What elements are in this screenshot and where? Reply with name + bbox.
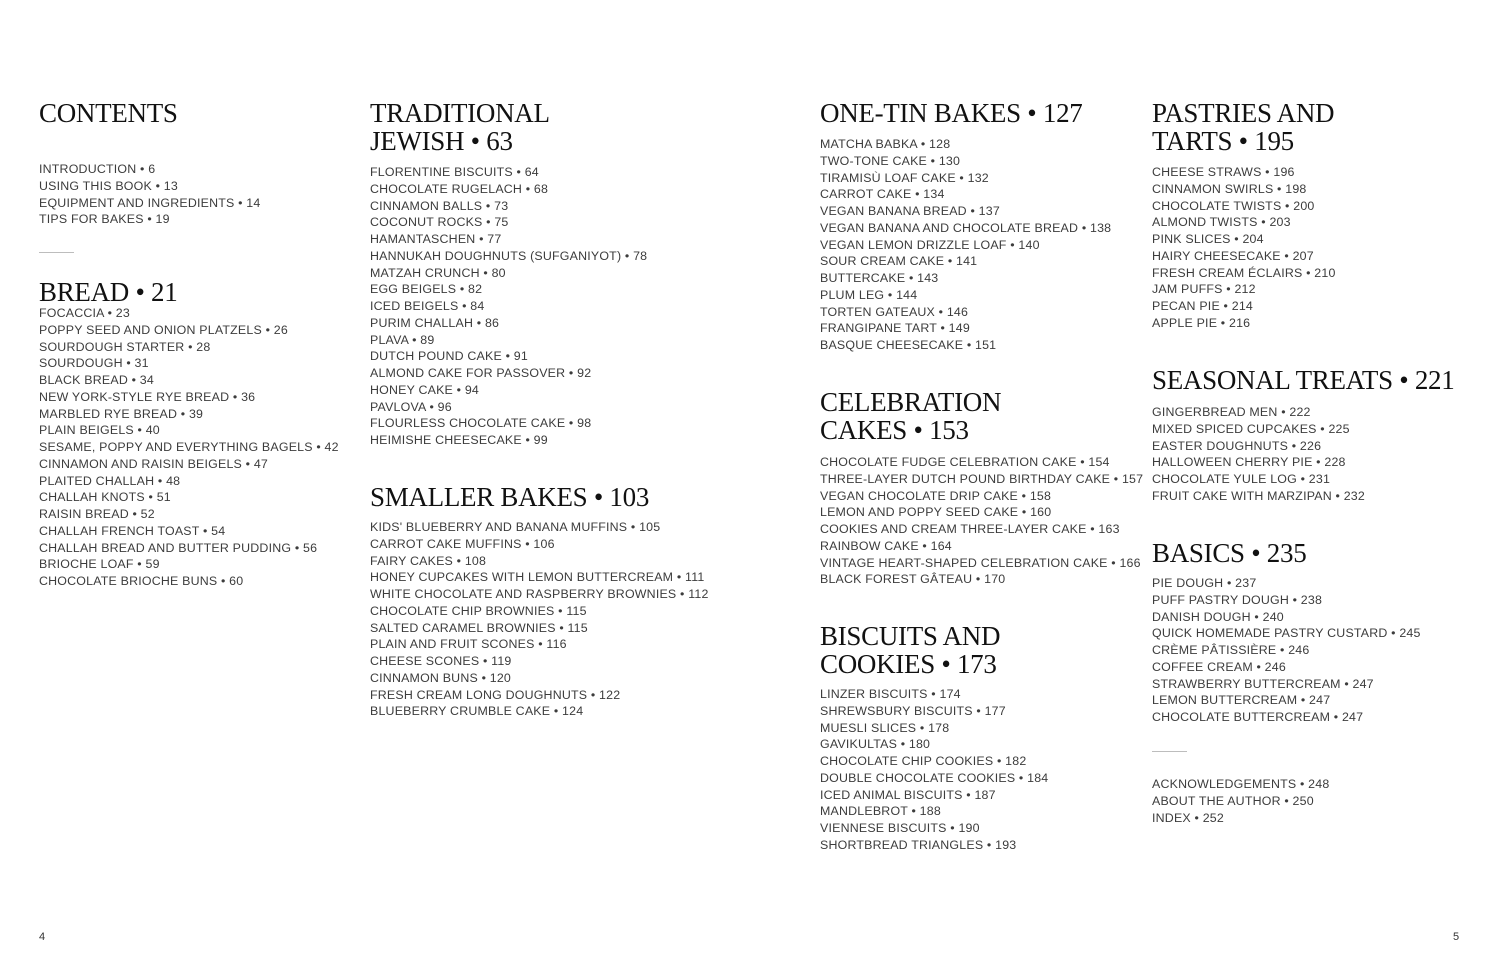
divider	[39, 252, 74, 253]
toc-entry: INDEX • 252	[1152, 810, 1224, 825]
toc-entry: HANNUKAH DOUGHNUTS (SUFGANIYOT) • 78	[370, 248, 648, 263]
toc-entry: COFFEE CREAM • 246	[1152, 659, 1286, 674]
page-number-right: 5	[1453, 931, 1460, 943]
section-title-line: CAKES • 153	[820, 415, 969, 445]
toc-entry: WHITE CHOCOLATE AND RASPBERRY BROWNIES • 112	[370, 587, 709, 601]
toc-entry: CRÈME PÂTISSIÈRE • 246	[1152, 643, 1310, 657]
toc-entry: HONEY CUPCAKES WITH LEMON BUTTERCREAM • 111	[370, 570, 705, 585]
section-title-line: TRADITIONAL	[370, 98, 550, 128]
toc-entry: ALMOND CAKE FOR PASSOVER • 92	[370, 366, 592, 380]
toc-entry: NEW YORK-STYLE RYE BREAD • 36	[39, 389, 256, 404]
toc-entry: LEMON AND POPPY SEED CAKE • 160	[820, 505, 1052, 520]
section-title-traditional-jewish	[370, 99, 550, 155]
toc-entry: DUTCH POUND CAKE • 91	[370, 349, 528, 364]
toc-entry: CHALLAH FRENCH TOAST • 54	[39, 523, 226, 538]
toc-entry: BLACK FOREST GÂTEAU • 170	[820, 572, 1006, 587]
biscuits-list	[820, 686, 1048, 854]
toc-entry: STRAWBERRY BUTTERCREAM • 247	[1152, 676, 1374, 691]
toc-entry: COOKIES AND CREAM THREE-LAYER CAKE • 163	[820, 522, 1120, 536]
toc-entry: HALLOWEEN CHERRY PIE • 228	[1152, 455, 1346, 470]
toc-entry: HAIRY CHEESECAKE • 207	[1152, 248, 1314, 263]
toc-entry: SOURDOUGH • 31	[39, 356, 149, 371]
toc-entry: QUICK HOMEMADE PASTRY CUSTARD • 245	[1152, 626, 1421, 641]
toc-entry: POPPY SEED AND ONION PLATZELS • 26	[39, 322, 288, 337]
toc-entry: FRESH CREAM ÉCLAIRS • 210	[1152, 265, 1336, 280]
toc-entry: CHOCOLATE YULE LOG • 231	[1152, 472, 1331, 486]
toc-entry: PLAVA • 89	[370, 332, 435, 347]
toc-entry: USING THIS BOOK • 13	[39, 178, 178, 193]
toc-entry: CHOCOLATE CHIP COOKIES • 182	[820, 754, 1027, 768]
toc-entry: MANDLEBROT • 188	[820, 804, 941, 819]
toc-entry: KIDS' BLUEBERRY AND BANANA MUFFINS • 105	[370, 520, 661, 534]
section-title-line: BISCUITS AND	[820, 621, 1001, 651]
toc-entry: CINNAMON BALLS • 73	[370, 198, 509, 213]
basics-list	[1152, 575, 1421, 726]
toc-entry: INTRODUCTION • 6	[39, 162, 156, 176]
toc-entry: CHALLAH KNOTS • 51	[39, 490, 171, 505]
toc-entry: CHOCOLATE FUDGE CELEBRATION CAKE • 154	[820, 455, 1110, 469]
toc-entry: PLAITED CHALLAH • 48	[39, 473, 181, 488]
toc-entry: PECAN PIE • 214	[1152, 299, 1253, 313]
section-title-pastries-and-tarts	[1152, 99, 1334, 155]
toc-entry: FLOURLESS CHOCOLATE CAKE • 98	[370, 416, 592, 431]
toc-entry: CINNAMON BUNS • 120	[370, 670, 512, 685]
toc-entry: BLUEBERRY CRUMBLE CAKE • 124	[370, 704, 584, 719]
section-title-line: COOKIES • 173	[820, 649, 997, 679]
toc-entry: CHEESE SCONES • 119	[370, 654, 512, 668]
toc-entry: ICED ANIMAL BISCUITS • 187	[820, 787, 996, 802]
toc-entry: BRIOCHE LOAF • 59	[39, 557, 160, 572]
toc-entry: JAM PUFFS • 212	[1152, 282, 1256, 297]
toc-entry: MATCHA BABKA • 128	[820, 137, 951, 151]
toc-entry: SALTED CARAMEL BROWNIES • 115	[370, 620, 588, 635]
section-title-smaller-bakes: SMALLER BAKES • 103	[370, 482, 650, 512]
toc-entry: PIE DOUGH • 237	[1152, 576, 1257, 590]
section-title-line: JEWISH • 63	[370, 126, 513, 156]
toc-entry: PLAIN AND FRUIT SCONES • 116	[370, 637, 567, 652]
toc-entry: ACKNOWLEDGEMENTS • 248	[1152, 777, 1330, 791]
toc-entry: DANISH DOUGH • 240	[1152, 609, 1284, 624]
toc-entry: VEGAN BANANA BREAD • 137	[820, 204, 1000, 218]
toc-entry: BASQUE CHEESECAKE • 151	[820, 338, 997, 352]
toc-entry: CHALLAH BREAD AND BUTTER PUDDING • 56	[39, 540, 318, 555]
toc-entry: HEIMISHE CHEESECAKE • 99	[370, 433, 548, 447]
page-number-left: 4	[39, 931, 46, 943]
toc-entry: TORTEN GATEAUX • 146	[820, 304, 969, 319]
section-title-line: TARTS • 195	[1152, 126, 1294, 156]
section-title-celebration-cakes	[820, 388, 1001, 444]
intro-list	[39, 161, 260, 228]
toc-entry: PLAIN BEIGELS • 40	[39, 423, 160, 438]
toc-entry: COCONUT ROCKS • 75	[370, 215, 509, 230]
toc-entry: SOUR CREAM CAKE • 141	[820, 254, 978, 269]
toc-entry: HONEY CAKE • 94	[370, 382, 480, 397]
toc-entry: ABOUT THE AUTHOR • 250	[1152, 793, 1314, 808]
toc-entry: VEGAN BANANA AND CHOCOLATE BREAD • 138	[820, 220, 1112, 235]
toc-entry: FOCACCIA • 23	[39, 306, 130, 320]
toc-entry: GINGERBREAD MEN • 222	[1152, 405, 1311, 419]
toc-entry: VINTAGE HEART-SHAPED CELEBRATION CAKE • 166	[820, 555, 1141, 570]
toc-entry: FRANGIPANE TART • 149	[820, 321, 970, 336]
section-title-line: PASTRIES AND	[1152, 98, 1335, 128]
back-matter-list	[1152, 776, 1329, 826]
toc-entry: VEGAN CHOCOLATE DRIP CAKE • 158	[820, 488, 1052, 503]
toc-entry: CHOCOLATE TWISTS • 200	[1152, 198, 1315, 213]
toc-entry: CINNAMON AND RAISIN BEIGELS • 47	[39, 456, 269, 471]
toc-entry: HAMANTASCHEN • 77	[370, 232, 502, 246]
toc-entry: FAIRY CAKES • 108	[370, 553, 487, 568]
toc-entry: MARBLED RYE BREAD • 39	[39, 406, 204, 421]
toc-entry: BUTTERCAKE • 143	[820, 271, 939, 285]
section-title-bread: BREAD • 21	[39, 277, 178, 307]
toc-entry: CHOCOLATE CHIP BROWNIES • 115	[370, 603, 587, 618]
section-title-line: CELEBRATION	[820, 387, 1002, 417]
section-title-basics: BASICS • 235	[1152, 538, 1307, 568]
section-title-biscuits-and-cookies	[820, 622, 1000, 678]
toc-entry: PUFF PASTRY DOUGH • 238	[1152, 592, 1323, 607]
toc-entry: DOUBLE CHOCOLATE COOKIES • 184	[820, 770, 1049, 785]
toc-entry: LINZER BISCUITS • 174	[820, 687, 961, 701]
toc-entry: EGG BEIGELS • 82	[370, 282, 483, 297]
toc-entry: MATZAH CRUNCH • 80	[370, 265, 506, 280]
pastries-list	[1152, 164, 1336, 332]
toc-entry: RAINBOW CAKE • 164	[820, 538, 952, 553]
toc-entry: THREE-LAYER DUTCH POUND BIRTHDAY CAKE • 157	[820, 471, 1144, 486]
seasonal-list	[1152, 404, 1365, 505]
toc-entry: GAVIKULTAS • 180	[820, 737, 931, 752]
toc-entry: SHORTBREAD TRIANGLES • 193	[820, 837, 1017, 852]
toc-entry: BLACK BREAD • 34	[39, 373, 154, 387]
toc-entry: MUESLI SLICES • 178	[820, 720, 950, 735]
toc-entry: FLORENTINE BISCUITS • 64	[370, 165, 539, 179]
contents-title: CONTENTS	[39, 98, 178, 128]
toc-entry: VIENNESE BISCUITS • 190	[820, 821, 980, 835]
divider	[1152, 751, 1187, 752]
toc-entry: CHOCOLATE RUGELACH • 68	[370, 181, 549, 196]
toc-entry: PLUM LEG • 144	[820, 287, 918, 302]
toc-entry: CINNAMON SWIRLS • 198	[1152, 181, 1307, 196]
toc-entry: CARROT CAKE • 134	[820, 187, 945, 202]
toc-entry: CHOCOLATE BRIOCHE BUNS • 60	[39, 574, 244, 588]
toc-entry: RAISIN BREAD • 52	[39, 507, 155, 521]
toc-entry: LEMON BUTTERCREAM • 247	[1152, 693, 1331, 708]
toc-entry: FRUIT CAKE WITH MARZIPAN • 232	[1152, 488, 1365, 503]
toc-entry: ICED BEIGELS • 84	[370, 299, 485, 313]
toc-entry: PURIM CHALLAH • 86	[370, 315, 500, 330]
toc-entry: TIRAMISÙ LOAF CAKE • 132	[820, 170, 989, 185]
toc-entry: ALMOND TWISTS • 203	[1152, 215, 1291, 230]
one-tin-list	[820, 136, 1111, 354]
toc-entry: APPLE PIE • 216	[1152, 315, 1251, 330]
toc-entry: CHEESE STRAWS • 196	[1152, 165, 1295, 179]
smaller-bakes-list	[370, 519, 709, 720]
toc-entry: EQUIPMENT AND INGREDIENTS • 14	[39, 195, 261, 210]
section-title-seasonal-treats: SEASONAL TREATS • 221	[1152, 365, 1455, 395]
toc-entry: PINK SLICES • 204	[1152, 232, 1264, 246]
toc-entry: SESAME, POPPY AND EVERYTHING BAGELS • 42	[39, 440, 339, 454]
toc-entry: VEGAN LEMON DRIZZLE LOAF • 140	[820, 237, 1040, 252]
section-title-one-tin-bakes: ONE-TIN BAKES • 127	[820, 98, 1083, 128]
toc-entry: TWO-TONE CAKE • 130	[820, 153, 961, 168]
celebration-list	[820, 454, 1143, 588]
toc-entry: EASTER DOUGHNUTS • 226	[1152, 438, 1322, 453]
toc-entry: SHREWSBURY BISCUITS • 177	[820, 703, 1006, 718]
toc-entry: CHOCOLATE BUTTERCREAM • 247	[1152, 710, 1364, 724]
toc-entry: FRESH CREAM LONG DOUGHNUTS • 122	[370, 687, 621, 702]
toc-entry: MIXED SPICED CUPCAKES • 225	[1152, 421, 1350, 436]
toc-entry: CARROT CAKE MUFFINS • 106	[370, 536, 555, 551]
bread-list	[39, 305, 339, 590]
toc-entry: SOURDOUGH STARTER • 28	[39, 339, 211, 354]
toc-entry: PAVLOVA • 96	[370, 399, 452, 414]
toc-entry: TIPS FOR BAKES • 19	[39, 212, 170, 227]
traditional-list	[370, 164, 647, 449]
